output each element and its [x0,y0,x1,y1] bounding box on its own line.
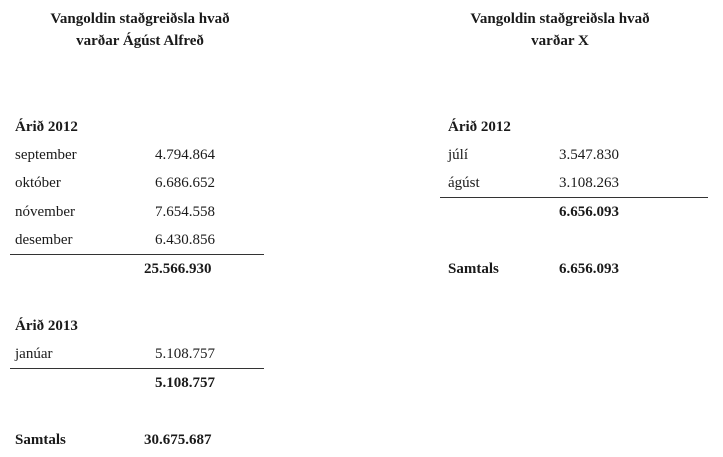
left-month-november: nóvember [15,204,75,220]
left-year-2012-heading: Árið 2012 [15,119,78,135]
left-amount-desember: 6.430.856 [155,232,215,248]
left-month-oktober: október [15,175,61,191]
left-month-september: september [15,147,77,163]
right-year-2012-heading: Árið 2012 [448,119,511,135]
left-total-label: Samtals [15,432,66,448]
left-year-2013-heading: Árið 2013 [15,318,78,334]
right-month-agust: ágúst [448,175,480,191]
right-amount-juli: 3.547.830 [559,147,619,163]
left-2013-subtotal: 5.108.757 [155,375,215,391]
right-total-label: Samtals [448,261,499,277]
left-title-line1: Vangoldin staðgreiðsla hvað [50,11,230,27]
left-2013-subtotal-rule [10,368,264,369]
right-title [440,8,680,52]
right-title-line1: Vangoldin staðgreiðsla hvað [470,11,650,27]
left-2012-subtotal: 25.566.930 [144,261,212,277]
right-month-juli: júlí [448,147,469,163]
left-month-desember: desember [15,232,73,248]
right-title-line2: varðar X [531,33,589,49]
left-total-value: 30.675.687 [144,432,212,448]
left-2012-subtotal-rule [10,254,264,255]
left-amount-oktober: 6.686.652 [155,175,215,191]
left-title-line2: varðar Ágúst Alfreð [76,33,204,49]
right-2012-subtotal: 6.656.093 [559,204,619,220]
left-month-januar: janúar [15,346,53,362]
left-amount-september: 4.794.864 [155,147,215,163]
left-amount-november: 7.654.558 [155,204,215,220]
left-amount-januar: 5.108.757 [155,346,215,362]
right-2012-subtotal-rule [440,197,708,198]
left-title [10,8,270,52]
right-total-value: 6.656.093 [559,261,619,277]
right-amount-agust: 3.108.263 [559,175,619,191]
